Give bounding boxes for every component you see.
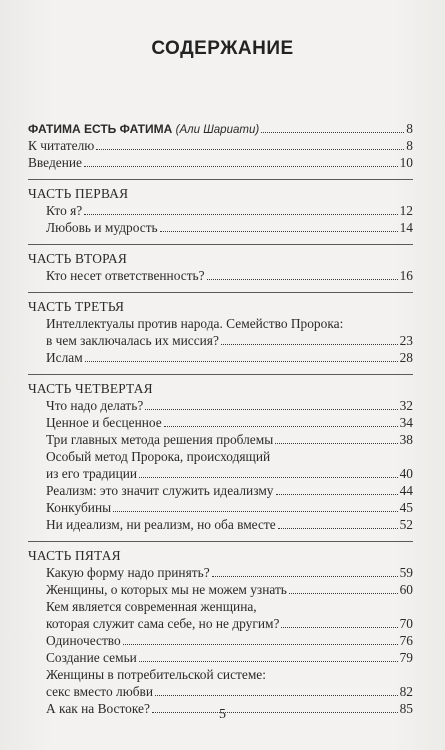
toc-page-number: 8 [406,121,413,136]
part-heading: ЧАСТЬ ВТОРАЯ [28,251,128,266]
section-divider [28,541,413,542]
toc-page-number: 32 [399,398,413,413]
toc-page-number: 8 [406,138,413,153]
toc-entry-title: Какую форму надо принять? [46,565,210,580]
section-divider [28,179,413,180]
leader-dots [275,443,397,444]
toc-page-number: 16 [399,268,413,283]
toc-entry-title: Женщины, о которых мы не можем узнать [46,582,287,597]
leader-dots [113,511,398,512]
leader-dots [123,644,398,645]
leader-dots [96,149,404,150]
toc-entry [28,615,413,632]
leader-dots [155,695,398,696]
toc-entry [28,632,413,649]
toc-page-number: 79 [399,650,413,665]
toc-page-number: 14 [399,220,413,235]
lead-author: (Али Шариати) [175,124,260,136]
leader-dots [281,627,397,628]
section-divider [28,244,413,245]
toc-page-number: 59 [399,565,413,580]
toc-page-number: 40 [399,466,413,481]
toc-page-number: 44 [399,483,413,498]
part-heading: ЧАСТЬ ТРЕТЬЯ [28,299,125,314]
toc-entry [28,581,413,598]
toc-entry-title: Реализм: это значит служить идеализму [46,483,274,498]
page-title: СОДЕРЖАНИЕ [151,38,294,59]
part-heading: ЧАСТЬ ЧЕТВЕРТАЯ [28,381,153,396]
toc-page-number: 28 [399,350,413,365]
toc-entry-title: Кто я? [46,203,83,218]
toc-entry [28,267,413,284]
toc-page-number: 10 [399,155,413,170]
toc-entry [28,482,413,499]
toc-entry [28,414,413,431]
toc-entry-title: Кто несет ответственность? [46,268,205,283]
leader-dots [221,344,398,345]
toc-entry-title: которая служит сама себе, но не другим? [46,616,280,631]
leader-dots [139,661,398,662]
part-heading: ЧАСТЬ ПЕРВАЯ [28,186,129,201]
table-of-contents [28,120,413,717]
toc-page-number: 70 [399,616,413,631]
toc-entry-title: А как на Востоке? [46,701,150,716]
toc-page-number: 45 [399,500,413,515]
toc-entry [28,564,413,581]
section-divider [28,374,413,375]
toc-entry [28,649,413,666]
leader-dots [164,426,398,427]
toc-entry-title: Ислам [46,350,83,365]
section-divider [28,292,413,293]
toc-entry [28,397,413,414]
toc-entry-title: Ни идеализм, ни реализм, но оба вместе [46,517,276,532]
toc-entry [28,154,413,171]
toc-entry-title-line: Интеллектуалы против народа. Семейство Пророка: [46,316,344,331]
part-heading: ЧАСТЬ ПЯТАЯ [28,548,121,563]
toc-entry-title: Одиночество [46,633,121,648]
toc-page-number: 76 [399,633,413,648]
page-number: 5 [219,707,226,722]
toc-entry-title: Что надо делать? [46,398,144,413]
toc-entry-title: Три главных метода решения проблемы [46,432,274,447]
toc-entry [28,332,413,349]
toc-entry [28,431,413,448]
toc-page-number: 12 [399,203,413,218]
toc-entry-title: Любовь и мудрость [46,220,158,235]
toc-entry [28,499,413,516]
toc-entry-title: секс вместо любви [46,684,154,699]
toc-entry [28,683,413,700]
toc-entry-title: Конкубины [46,500,112,515]
toc-entry [28,219,413,236]
leader-dots [212,576,398,577]
toc-page-number: 82 [399,684,413,699]
leader-dots [145,409,397,410]
leader-dots [84,214,397,215]
toc-entry-title: Введение [28,155,82,170]
toc-page-number: 60 [399,582,413,597]
toc-page-number: 85 [399,701,413,716]
toc-entry-title: Создание семьи [46,650,137,665]
toc-entry [28,349,413,366]
toc-entry-title: из его традиции [46,466,138,481]
leader-dots [278,528,398,529]
toc-entry-title-line: Особый метод Пророка, происходящий [46,449,271,464]
toc-page-number: 34 [399,415,413,430]
toc-entry [28,202,413,219]
toc-page-number: 38 [399,432,413,447]
toc-entry-title: К читателю [28,138,95,153]
leader-dots [276,494,398,495]
leader-dots [139,477,398,478]
leader-dots [85,361,398,362]
toc-entry-title: Ценное и бесценное [46,415,162,430]
leader-dots [207,279,398,280]
leader-dots [160,231,398,232]
toc-page-number: 52 [399,517,413,532]
lead-title: ФАТИМА ЕСТЬ ФАТИМА [28,122,173,136]
toc-entry [28,516,413,533]
leader-dots [261,132,404,133]
toc-entry-title-line: Женщины в потребительской системе: [46,667,266,682]
toc-entry-title: в чем заключалась их миссия? [46,333,219,348]
toc-lead-entry [28,120,413,137]
toc-entry-title-line: Кем является современная женщина, [46,599,257,614]
toc-entry [28,465,413,482]
toc-entry [28,137,413,154]
leader-dots [289,593,398,594]
leader-dots [84,166,398,167]
toc-page-number: 23 [399,333,413,348]
